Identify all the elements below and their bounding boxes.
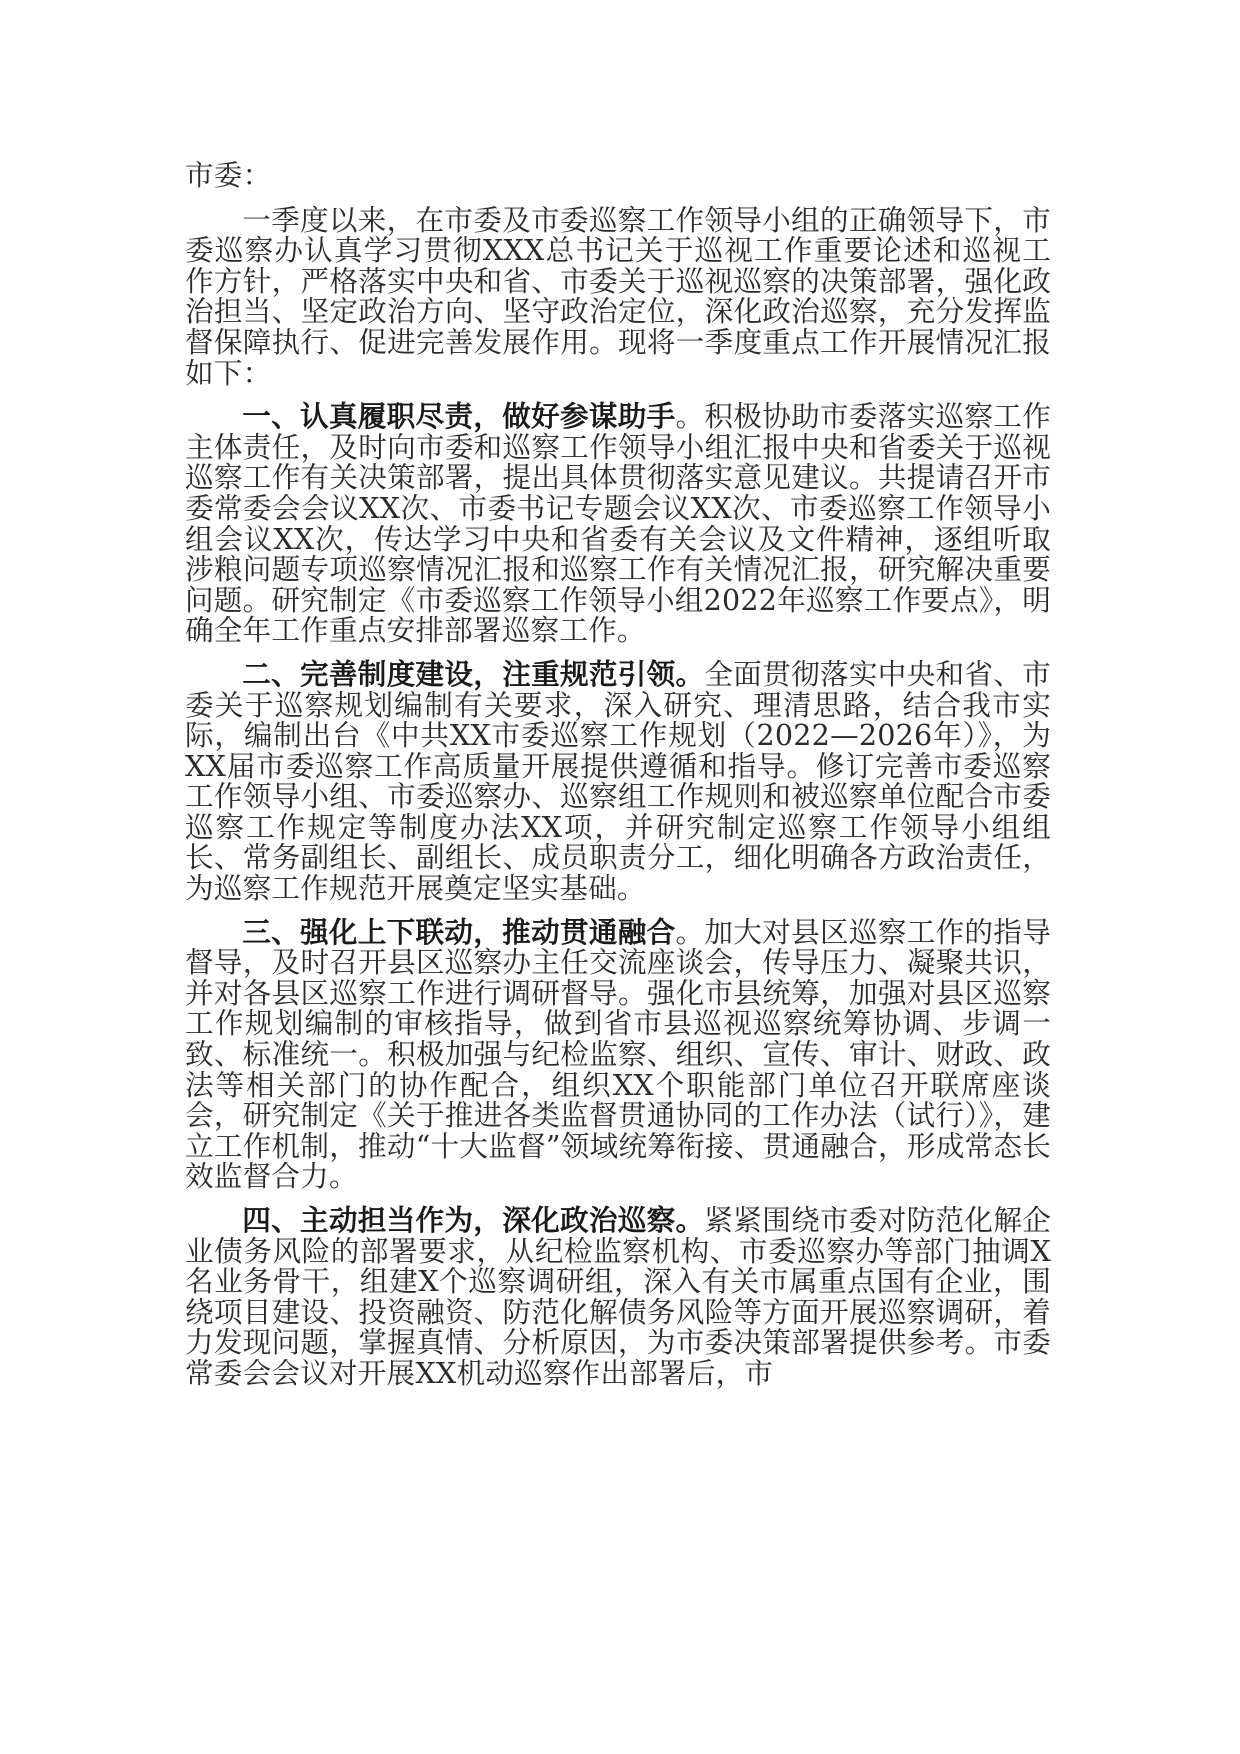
- salutation: 市委：: [185, 158, 272, 192]
- intro-paragraph: 一季度以来，在市委及市委巡察工作领导小组的正确领导下，市委巡察办认真学习贯彻XXX总书记关于巡视工作重要论述和巡视工作方针，严格落实中央和省、市委关于巡视巡察的决策部署，强化政治担当、坚定政治方向、坚守政治定位，深化政治巡察，充分发挥监督保障执行、促进完善发展作用。现将一季度重点工作开展情况汇报如下：: [185, 202, 1051, 390]
- section-body-4: 紧紧围绕市委对防范化解企业债务风险的部署要求，从纪检监察机构、市委巡察办等部门抽调X名业务骨干，组建X个巡察调研组，深入有关市属重点国有企业，围绕项目建设、投资融资、防范化解债务风险等方面开展巡察调研，着力发现问题，掌握真情、分析原因，为市委决策部署提供参考。市委常委会会议对开展XX机动巡察作出部署后，市: [185, 1203, 1051, 1390]
- document-page: [185, 160, 1051, 1402]
- section-heading-1: 一、认真履职尽责，做好参谋助手: [242, 399, 676, 434]
- section-paragraph-4: [185, 1205, 1051, 1389]
- section-body-2: 全面贯彻落实中央和省、市委关于巡察规划编制有关要求，深入研究、理清思路，结合我市实际，编制出台《中共XX市委巡察工作规划（2022—2026年）》，为XX届市委巡察工作高质量开展提供遵循和指导。修订完善市委巡察工作领导小组、市委巡察办、巡察组工作规则和被巡察单位配合市委巡察工作规定等制度办法XX项，并研究制定巡察工作领导小组组长、常务副组长、副组长、成员职责分工，细化明确各方政治责任，为巡察工作规范开展奠定坚实基础。: [185, 656, 1051, 906]
- section-body-1: 。积极协助市委落实巡察工作主体责任，及时向市委和巡察工作领导小组汇报中央和省委关于巡视巡察工作有关决策部署，提出具体贯彻落实意见建议。共提请召开市委常委会会议XX次、市委书记专题会议XX次、市委巡察工作领导小组会议XX次，传达学习中央和省委有关会议及文件精神，逐组听取涉粮问题专项巡察情况汇报和巡察工作有关情况汇报，研究解决重要问题。研究制定《市委巡察工作领导小组2022年巡察工作要点》，明确全年工作重点安排部署巡察工作。: [185, 399, 1051, 648]
- section-paragraph-1: [185, 401, 1051, 646]
- section-paragraph-2: [185, 656, 1051, 906]
- section-heading-3: 三、强化上下联动，推动贯通融合: [242, 914, 676, 949]
- section-heading-4: 四、主动担当作为，深化政治巡察。: [242, 1203, 705, 1237]
- section-body-3: 。加大对县区巡察工作的指导督导，及时召开县区巡察办主任交流座谈会，传导压力、凝聚共识，并对各县区巡察工作进行调研督导。强化市县统筹，加强对县区巡察工作规划编制的审核指导，做到省市县巡视巡察统筹协调、步调一致、标准统一。积极加强与纪检监察、组织、宣传、审计、财政、政法等相关部门的协作配合，组织XX个职能部门单位召开联席座谈会，研究制定《关于推进各类监督贯通协同的工作办法（试行）》，建立工作机制，推动“十大监督”领域统筹衔接、贯通融合，形成常态长效监督合力。: [185, 914, 1051, 1194]
- section-paragraph-3: [185, 914, 1051, 1194]
- section-heading-2: 二、完善制度建设，注重规范引领。: [242, 656, 705, 691]
